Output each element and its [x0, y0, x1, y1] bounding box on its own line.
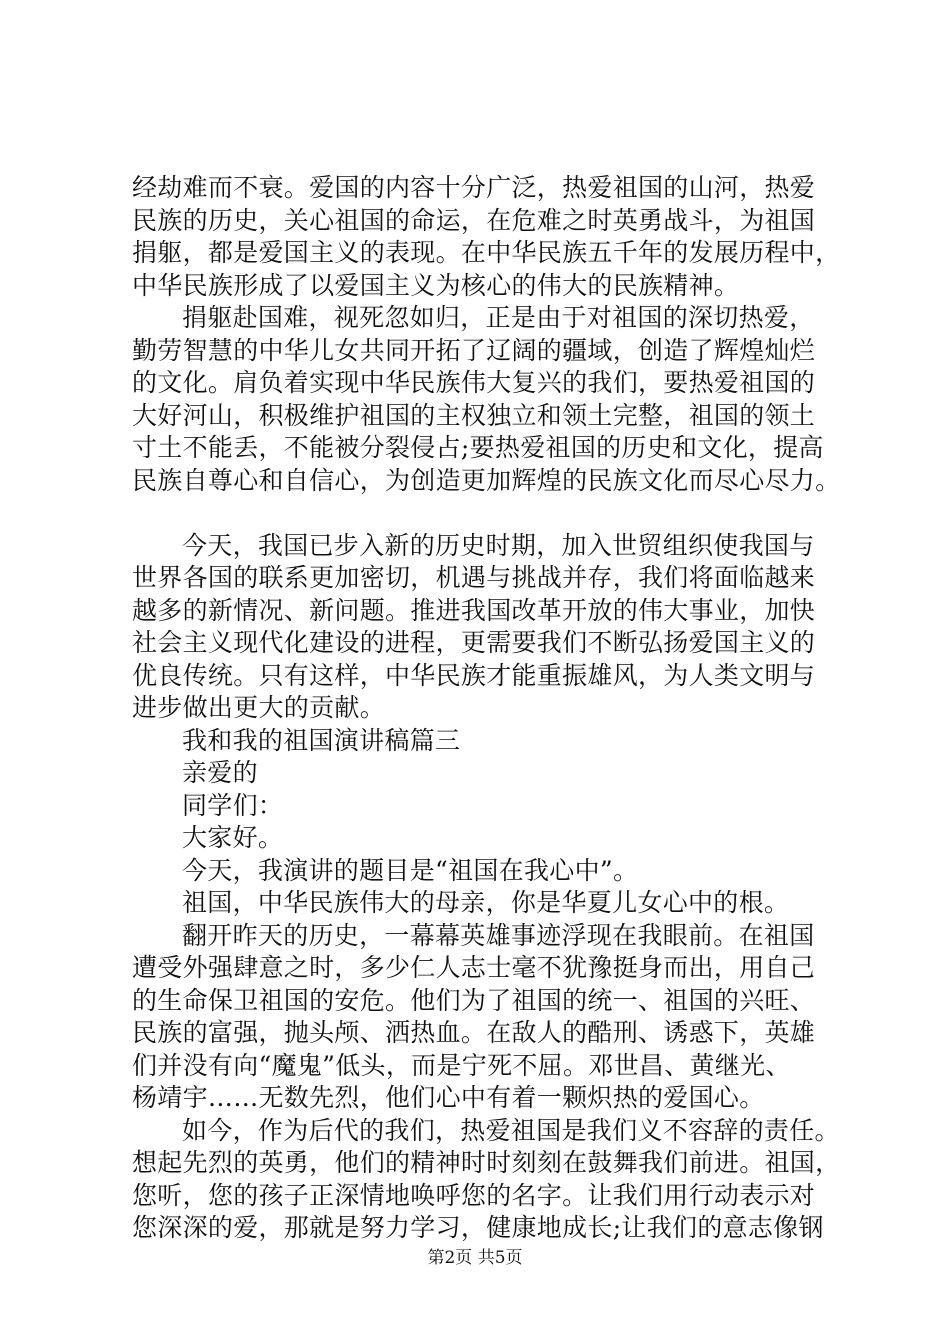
text-line: 民族的富强，抛头颅、洒热血。在敌人的酷刑、诱惑下，英雄 [132, 1018, 816, 1047]
text-line: 祖国，中华民族伟大的母亲，你是华夏儿女心中的根。 [182, 888, 790, 917]
text-line: 捐躯，都是爱国主义的表现。在中华民族五千年的发展历程中， [132, 238, 841, 267]
text-line: 翻开昨天的历史，一幕幕英雄事迹浮现在我眼前。在祖国 [182, 920, 815, 950]
text-line: 杨靖宇……无数先烈，他们心中有着一颗炽热的爱国心。 [132, 1083, 765, 1112]
text-line: 大好河山，积极维护祖国的主权独立和领土完整，祖国的领土 [132, 400, 816, 430]
text-line: 的文化。肩负着实现中华民族伟大复兴的我们，要热爱祖国的 [132, 368, 816, 397]
text-line: 民族的历史，关心祖国的命运，在危难之时英勇战斗，为祖国 [132, 205, 816, 235]
text-line: 如今，作为后代的我们，热爱祖国是我们义不容辞的责任。 [182, 1115, 840, 1145]
text-line: 遭受外强肆意之时，多少仁人志士毫不犹豫挺身而出，用自己 [132, 953, 816, 982]
text-line: 大家好。 [182, 823, 284, 852]
text-line: 勤劳智慧的中华儿女共同开拓了辽阔的疆域，创造了辉煌灿烂 [132, 335, 816, 365]
text-line: 今天，我演讲的题目是“祖国在我心中”。 [182, 855, 639, 885]
text-line: 您听，您的孩子正深情地唤呼您的名字。让我们用行动表示对 [132, 1180, 816, 1210]
text-line: 民族自尊心和自信心，为创造更加辉煌的民族文化而尽心尽力。 [132, 465, 841, 495]
text-line: 亲爱的 [182, 758, 258, 787]
text-line: 进步做出更大的贡献。 [132, 693, 386, 722]
text-line: 想起先烈的英勇，他们的精神时时刻刻在鼓舞我们前进。祖国， [132, 1148, 841, 1177]
text-line: 中华民族形成了以爱国主义为核心的伟大的民族精神。 [132, 270, 740, 300]
text-line: 优良传统。只有这样，中华民族才能重振雄风，为人类文明与 [132, 660, 816, 690]
text-line: 社会主义现代化建设的进程，更需要我们不断弘扬爱国主义的 [132, 628, 816, 657]
text-line: 我和我的祖国演讲稿篇三 [182, 725, 461, 755]
text-line: 越多的新情况、新问题。推进我国改革开放的伟大事业，加快 [132, 595, 816, 625]
text-line: 们并没有向“魔鬼”低头，而是宁死不屈。邓世昌、黄继光、 [132, 1050, 791, 1080]
text-line: 经劫难而不衰。爱国的内容十分广泛，热爱祖国的山河，热爱 [132, 173, 816, 202]
blank-line [132, 497, 852, 530]
page-footer: 第2页 共5页 [427, 1248, 523, 1268]
text-line: 捐躯赴国难，视死忽如归，正是由于对祖国的深切热爱， [182, 303, 815, 332]
text-line: 寸土不能丢，不能被分裂侵占;要热爱祖国的历史和文化，提高 [132, 433, 824, 462]
text-line: 世界各国的联系更加密切，机遇与挑战并存，我们将面临越来 [132, 563, 816, 592]
text-line: 同学们： [182, 790, 284, 820]
text-line: 您深深的爱，那就是努力学习，健康地成长;让我们的意志像钢 [132, 1213, 824, 1242]
text-line: 今天，我国已步入新的历史时期，加入世贸组织使我国与 [182, 530, 815, 560]
text-line: 的生命保卫祖国的安危。他们为了祖国的统一、祖国的兴旺、 [132, 985, 816, 1015]
body-text [132, 172, 852, 1245]
